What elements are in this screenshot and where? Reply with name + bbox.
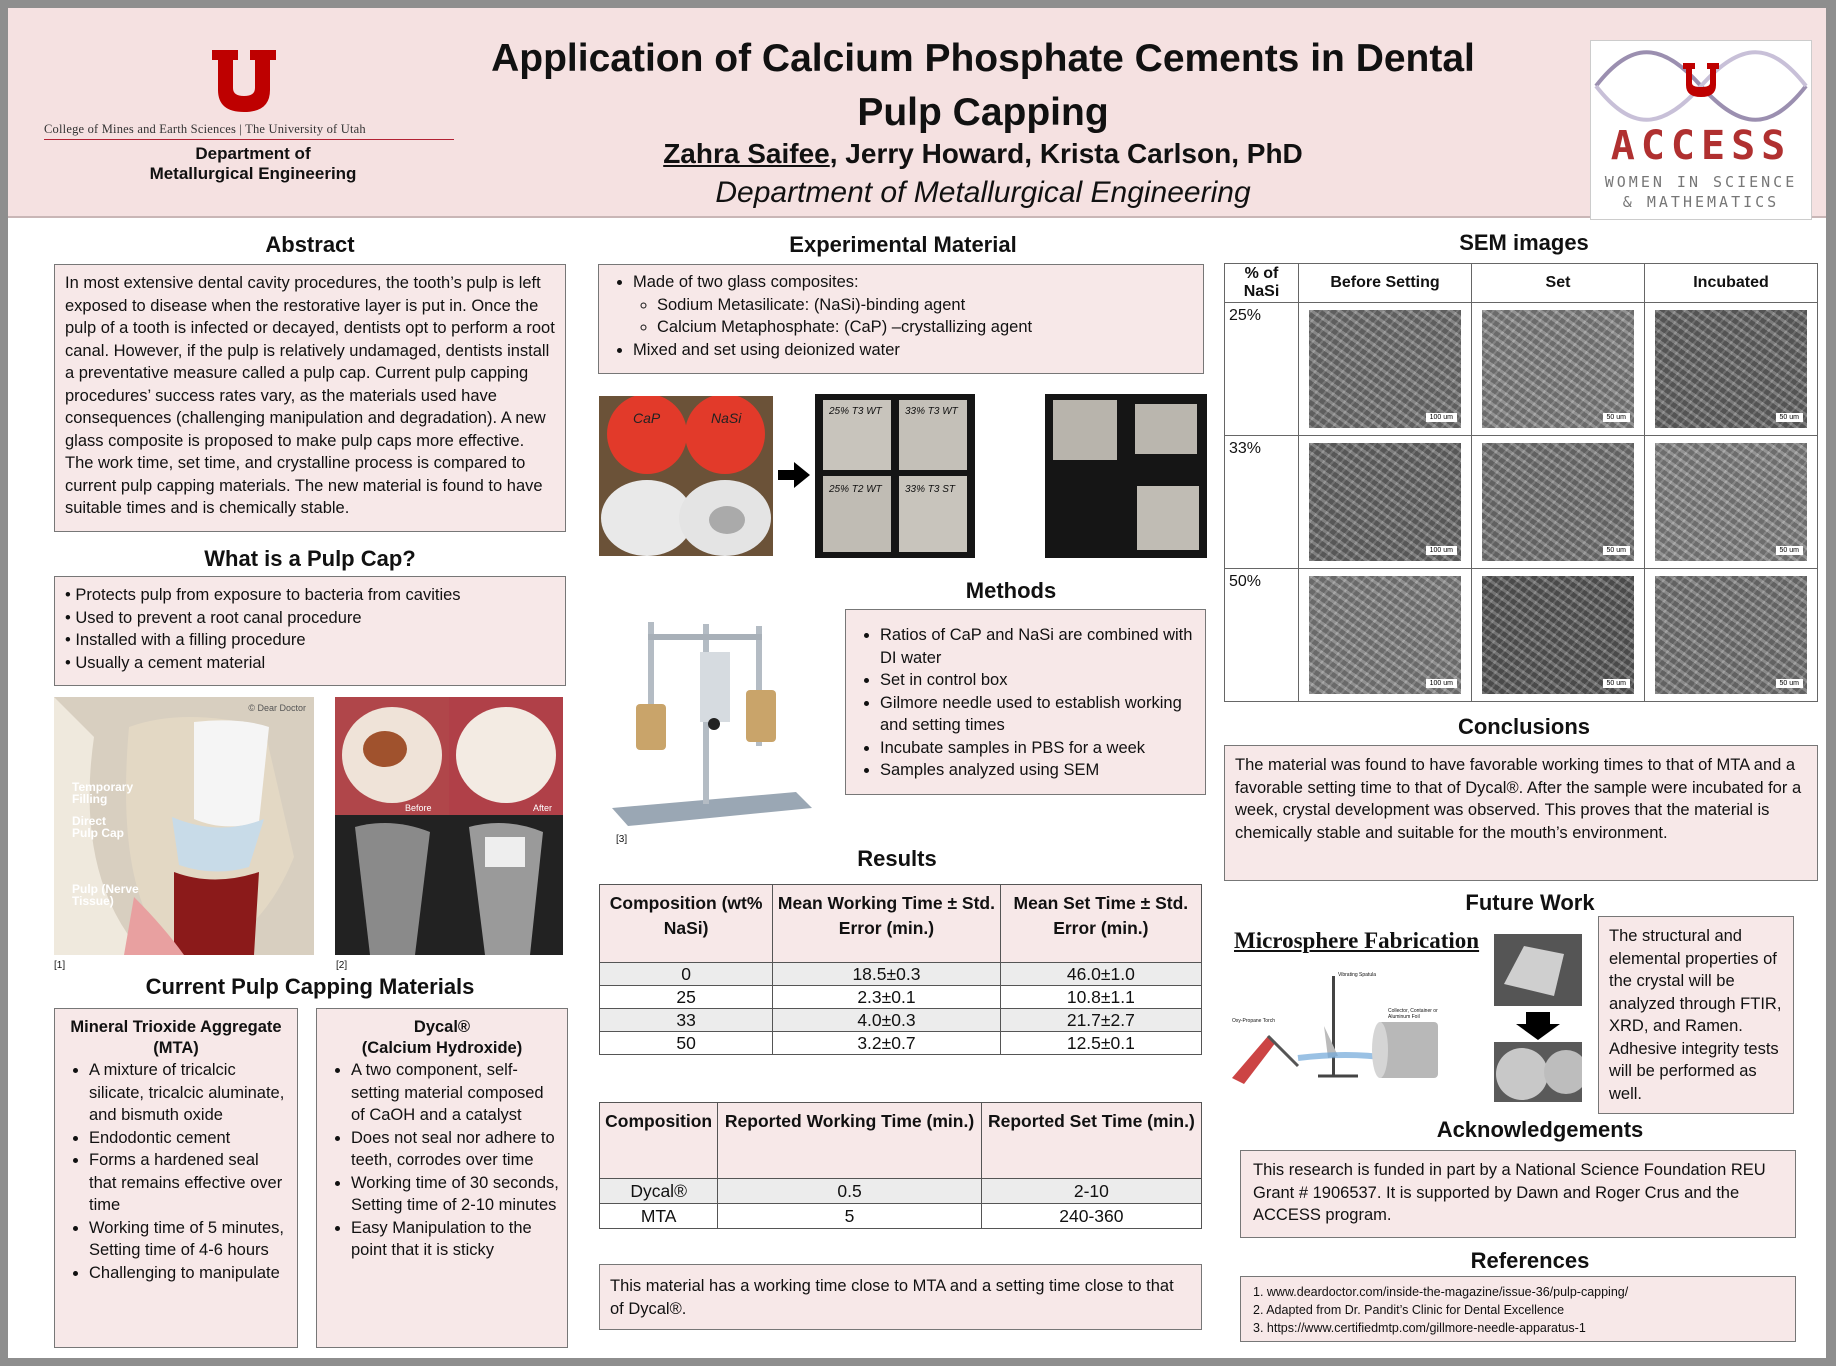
pulp-cap-title: What is a Pulp Cap?: [204, 546, 416, 571]
mta-item: • Forms a hardened seal that remains effective over time: [89, 1149, 289, 1217]
table-cell: 10.8±1.1: [1000, 986, 1201, 1009]
table-cell: 50: [600, 1032, 773, 1055]
sem-row-label: 25%: [1225, 303, 1299, 436]
reported-table-header: [600, 1103, 1202, 1179]
jars-illustration: [599, 396, 773, 556]
table-cell: 240-360: [981, 1204, 1201, 1229]
scale-bar-label: 100 um: [1426, 413, 1457, 422]
reported-table-body: [600, 1179, 1202, 1229]
methods-title: Methods: [965, 578, 1057, 603]
mta-item: • A mixture of tricalcic silicate, tricalcic aluminate, and bismuth oxide: [89, 1059, 289, 1127]
table-cell: 18.5±0.3: [773, 963, 1000, 986]
methods-item: • Samples analyzed using SEM: [880, 759, 1195, 782]
sem-image-cell: [1472, 569, 1645, 702]
table-cell: 21.7±2.7: [1000, 1009, 1201, 1032]
table-cell: 2.3±0.1: [773, 986, 1000, 1009]
sample-label-1: 25% T3 WT: [829, 406, 882, 417]
acknowledgements-title: Acknowledgements: [1436, 1117, 1644, 1142]
jar-label-cap: CaP: [633, 410, 661, 426]
experimental-subitem: ◦ Sodium Metasilicate: (NaSi)-binding agent: [657, 294, 1191, 317]
sem-micrograph: [1309, 443, 1461, 561]
pulp-cap-item-text: Used to prevent a root canal procedure: [75, 608, 362, 627]
before-after-figure: [335, 697, 563, 955]
experimental-title: Experimental Material: [789, 232, 1017, 257]
results-table-measured: [599, 884, 1202, 1055]
methods-item: • Set in control box: [880, 669, 1195, 692]
sem-table: [1224, 263, 1818, 702]
powder-jars-photo: [599, 396, 773, 556]
measured-table-header: [600, 885, 1202, 963]
measured-table-row: [600, 1032, 1202, 1055]
samples-photo-1: [815, 394, 975, 558]
sem-micrograph: [1655, 310, 1807, 428]
bullet-icon: •: [65, 653, 76, 672]
scale-bar-label: 50 um: [1603, 546, 1630, 555]
table-header-cell: Composition: [600, 1103, 718, 1179]
sem-header-cell: Before Setting: [1299, 264, 1472, 303]
samples-photo-2: [1045, 394, 1207, 558]
table-cell: 0: [600, 963, 773, 986]
fig1-label-temporary-filling: Temporary Filling: [72, 780, 134, 806]
sem-header-cell: Set: [1472, 264, 1645, 303]
sem-image-cell: [1472, 303, 1645, 436]
access-logo: [1590, 40, 1812, 220]
samples-illustration-1: [815, 394, 975, 558]
mta-box: [54, 1008, 298, 1348]
diagram-label-torch: Oxy-Propane Torch: [1232, 1018, 1275, 1024]
sem-image-cell: [1645, 303, 1818, 436]
sem-micrograph: [1309, 576, 1461, 694]
diagram-label-spatula: Vibrating Spatula: [1338, 972, 1376, 978]
other-authors: , Jerry Howard, Krista Carlson, PhD: [829, 138, 1303, 169]
reference-item: 3. https://www.certifiedmtp.com/gillmore-needle-apparatus-1: [1253, 1321, 1586, 1335]
first-author: Zahra Saifee: [663, 138, 830, 169]
measured-table-row: [600, 986, 1202, 1009]
sem-micrograph: [1482, 443, 1634, 561]
mta-item: • Challenging to manipulate: [89, 1262, 289, 1285]
measured-table-row: [600, 963, 1202, 986]
mta-item: • Endodontic cement: [89, 1127, 289, 1150]
table-cell: 2-10: [981, 1179, 1201, 1204]
results-table-reported: [599, 1102, 1202, 1229]
samples-illustration-2: [1045, 394, 1207, 558]
experimental-sublist: [633, 294, 1191, 339]
sem-image-cell: [1299, 303, 1472, 436]
gilmore-apparatus-illustration: [606, 612, 816, 830]
poster-title: Application of Calcium Phosphate Cements in Dental Pulp Capping: [491, 37, 1475, 134]
fig1-label-direct-pulp-cap: Direct Pulp Cap: [72, 814, 125, 840]
sem-table-header: [1225, 264, 1818, 303]
table-header-cell: Reported Working Time (min.): [718, 1103, 982, 1179]
conclusions-text: The material was found to have favorable working times to that of MTA and a favorable setting time to that of Dycal®. After the sample were incubated for a week, crystal development was observed. This proves that the material is chemically stable and suitable for the mouth’s environment.: [1235, 756, 1802, 842]
reference-item: 1. www.deardoctor.com/inside-the-magazine/issue-36/pulp-capping/: [1253, 1285, 1629, 1299]
scale-bar-label: 50 um: [1776, 679, 1803, 688]
sem-table-body: [1225, 303, 1818, 702]
mta-heading-line-1: Mineral Trioxide Aggregate: [70, 1018, 282, 1036]
future-work-text: The structural and elemental properties of the crystal will be analyzed through FTIR, XRD, and Ramen. Adhesive integrity tests will be performed as well.: [1609, 927, 1782, 1103]
department-logo-text: [108, 144, 398, 184]
dycal-heading-line-1: Dycal®: [413, 1018, 471, 1036]
table-cell: 12.5±0.1: [1000, 1032, 1201, 1055]
figure-1-caption: [1]: [54, 960, 66, 971]
microsphere-sem-images: [1494, 934, 1582, 1102]
pulp-cap-item: [65, 629, 555, 652]
sem-row-label: 33%: [1225, 436, 1299, 569]
sem-micrograph: [1309, 310, 1461, 428]
sem-image-cell: [1299, 569, 1472, 702]
sem-row-label: 50%: [1225, 569, 1299, 702]
fig1-credit: © Dear Doctor: [248, 703, 306, 713]
experimental-box: [598, 264, 1204, 374]
right-arrow-icon: [776, 460, 812, 490]
results-title: Results: [857, 846, 937, 871]
scale-bar-label: 50 um: [1603, 679, 1630, 688]
department-subtitle: Department of Metallurgical Engineering: [715, 176, 1251, 209]
future-work-title: Future Work: [1465, 890, 1595, 915]
scale-bar-label: 50 um: [1776, 546, 1803, 555]
sem-header-cell: Incubated: [1645, 264, 1818, 303]
mta-item: • Working time of 5 minutes, Setting time of 4-6 hours: [89, 1217, 289, 1262]
scale-bar-label: 50 um: [1776, 413, 1803, 422]
fig1-label-pulp: Pulp (Nerve Tissue): [72, 882, 139, 908]
experimental-item-1: [633, 271, 1191, 339]
dycal-heading-line-2: (Calcium Hydroxide): [361, 1039, 523, 1057]
gilmore-needle-apparatus-photo: [606, 612, 816, 830]
bullet-icon: •: [65, 586, 76, 604]
abstract-text: In most extensive dental cavity procedures, the tooth’s pulp is left exposed to disease when the restorative layer is put in. Once the pulp of a tooth is infected or decayed, dentists opt to perform a root canal. However, if the pulp is relatively undamaged, dentists install a preventative measure called a pulp cap. Current pulp capping procedures’ success rates vary, as the materials used have consequences (challenging manipulation and degradation). A new glass composite is proposed to make pulp caps more effective. The work time, set time, and crystalline process is compared to current pulp capping materials. The new material is found to have suitable times and is chemically stable.: [65, 274, 555, 517]
dycal-item: • Working time of 30 seconds, Setting time of 2-10 minutes: [351, 1172, 559, 1217]
methods-item: • Gilmore needle used to establish working and setting times: [880, 692, 1195, 737]
fabrication-setup-illustration: [1228, 966, 1448, 1090]
pulp-cap-box: [54, 576, 566, 686]
table-header-cell: Mean Set Time ± Std. Error (min.): [1000, 885, 1201, 963]
methods-box: [845, 609, 1206, 795]
fig2-label-before: Before: [405, 803, 432, 813]
reference-item: 2. Adapted from Dr. Pandit’s Clinic for Dental Excellence: [1253, 1303, 1565, 1317]
mta-heading: [63, 1017, 289, 1059]
microsphere-fabrication-diagram: [1228, 966, 1448, 1090]
conclusions-title: Conclusions: [1457, 714, 1590, 739]
figure-2-caption: [2]: [336, 960, 348, 971]
sem-image-cell: [1472, 436, 1645, 569]
pulp-cap-item-text: Installed with a filling procedure: [75, 631, 306, 649]
authors: [448, 138, 1518, 170]
sem-image-cell: [1645, 569, 1818, 702]
sem-micrograph: [1655, 576, 1807, 694]
methods-item: • Incubate samples in PBS for a week: [880, 737, 1195, 760]
table-cell: 4.0±0.3: [773, 1009, 1000, 1032]
experimental-item-2: • Mixed and set using deionized water: [633, 339, 1191, 362]
dycal-item: • Does not seal nor adhere to teeth, corrodes over time: [351, 1127, 559, 1172]
table-cell: 5: [718, 1204, 982, 1229]
access-tagline-2: & MATHEMATICS: [1622, 193, 1780, 211]
sem-title: SEM images: [1459, 230, 1589, 255]
pulp-cap-list: [65, 584, 555, 674]
dna-helix-icon: [1591, 41, 1811, 131]
sem-header-cell: % of NaSi: [1225, 264, 1299, 303]
sem-image-cell: [1645, 436, 1818, 569]
dycal-list: [325, 1059, 559, 1262]
sem-micrograph: [1655, 443, 1807, 561]
dept-line-1: Department of: [195, 144, 311, 163]
college-name: College of Mines and Earth Sciences | The University of Utah: [44, 122, 454, 140]
scale-bar-label: 100 um: [1426, 546, 1457, 555]
sem-row: [1225, 569, 1818, 702]
table-cell: 33: [600, 1009, 773, 1032]
table-cell: 0.5: [718, 1179, 982, 1204]
references-box: [1240, 1276, 1796, 1342]
microsphere-sem-illustration: [1494, 934, 1582, 1102]
diagram-label-collector: Collector, Container or Aluminum Foil: [1388, 1008, 1438, 1020]
acknowledgements-box: [1240, 1150, 1796, 1238]
dycal-box: [316, 1008, 568, 1348]
conclusions-box: [1224, 745, 1818, 881]
table-cell: 25: [600, 986, 773, 1009]
before-after-photos: [335, 697, 563, 955]
figure-3-caption: [3]: [616, 834, 628, 845]
methods-item: • Ratios of CaP and NaSi are combined with DI water: [880, 624, 1195, 669]
pulp-cap-item: [65, 607, 555, 630]
table-header-cell: Mean Working Time ± Std. Error (min.): [773, 885, 1000, 963]
measured-table-row: [600, 1009, 1202, 1032]
sem-micrograph: [1482, 310, 1634, 428]
dycal-item: • Easy Manipulation to the point that it is sticky: [351, 1217, 559, 1262]
microsphere-subtitle: Microsphere Fabrication: [1234, 928, 1480, 953]
table-cell: Dycal®: [600, 1179, 718, 1204]
scale-bar-label: 100 um: [1426, 679, 1457, 688]
pulp-cap-item-text: Usually a cement material: [75, 653, 266, 672]
table-cell: 3.2±0.7: [773, 1032, 1000, 1055]
future-work-box: [1598, 916, 1794, 1114]
results-note: This material has a working time close to MTA and a setting time close to that of Dycal®.: [610, 1277, 1174, 1318]
table-header-cell: Reported Set Time (min.): [981, 1103, 1201, 1179]
bullet-icon: •: [65, 608, 76, 627]
sample-label-3: 25% T2 WT: [829, 484, 882, 495]
jar-label-nasi: NaSi: [711, 410, 742, 426]
mta-list: [63, 1059, 289, 1284]
pulp-cap-item: [65, 652, 555, 675]
current-materials-title: Current Pulp Capping Materials: [145, 974, 475, 999]
scale-bar-label: 50 um: [1603, 413, 1630, 422]
reported-table-row: [600, 1204, 1202, 1229]
sample-label-2: 33% T3 WT: [905, 406, 958, 417]
sem-row: [1225, 303, 1818, 436]
university-of-utah-u-logo: [208, 48, 280, 114]
fig2-label-after: After: [533, 803, 553, 813]
sem-row: [1225, 436, 1818, 569]
acknowledgements-text: This research is funded in part by a National Science Foundation REU Grant # 1906537. It is supported by Dawn and Roger Crus and the ACCESS program.: [1253, 1161, 1766, 1224]
experimental-subitem: ◦ Calcium Metaphosphate: (CaP) –crystallizing agent: [657, 316, 1191, 339]
tooth-cross-section-figure: [54, 697, 314, 955]
access-tagline-1: WOMEN IN SCIENCE: [1604, 173, 1798, 191]
experimental-item-1-text: Made of two glass composites:: [633, 273, 859, 291]
access-brand: ACCESS: [1610, 123, 1792, 169]
pulp-cap-item: [65, 584, 555, 607]
sem-micrograph: [1482, 576, 1634, 694]
table-cell: MTA: [600, 1204, 718, 1229]
methods-list: [858, 624, 1195, 782]
sample-label-4: 33% T3 ST: [905, 484, 956, 495]
results-note-box: [599, 1264, 1202, 1330]
abstract-box: [54, 264, 566, 532]
experimental-list: [611, 271, 1191, 361]
abstract-title: Abstract: [265, 232, 355, 257]
dycal-item: • A two component, self-setting material composed of CaOH and a catalyst: [351, 1059, 559, 1127]
measured-table-body: [600, 963, 1202, 1055]
references-list: [1253, 1283, 1783, 1337]
references-title: References: [1470, 1248, 1590, 1273]
table-header-cell: Composition (wt% NaSi): [600, 885, 773, 963]
table-cell: 46.0±1.0: [1000, 963, 1201, 986]
sem-image-cell: [1299, 436, 1472, 569]
poster-header: [8, 8, 1826, 218]
bullet-icon: •: [65, 631, 76, 649]
mta-heading-line-2: (MTA): [153, 1039, 199, 1057]
pulp-cap-item-text: Protects pulp from exposure to bacteria from cavities: [75, 586, 461, 604]
dycal-heading: [325, 1017, 559, 1059]
reported-table-row: [600, 1179, 1202, 1204]
dept-line-2: Metallurgical Engineering: [149, 164, 357, 183]
